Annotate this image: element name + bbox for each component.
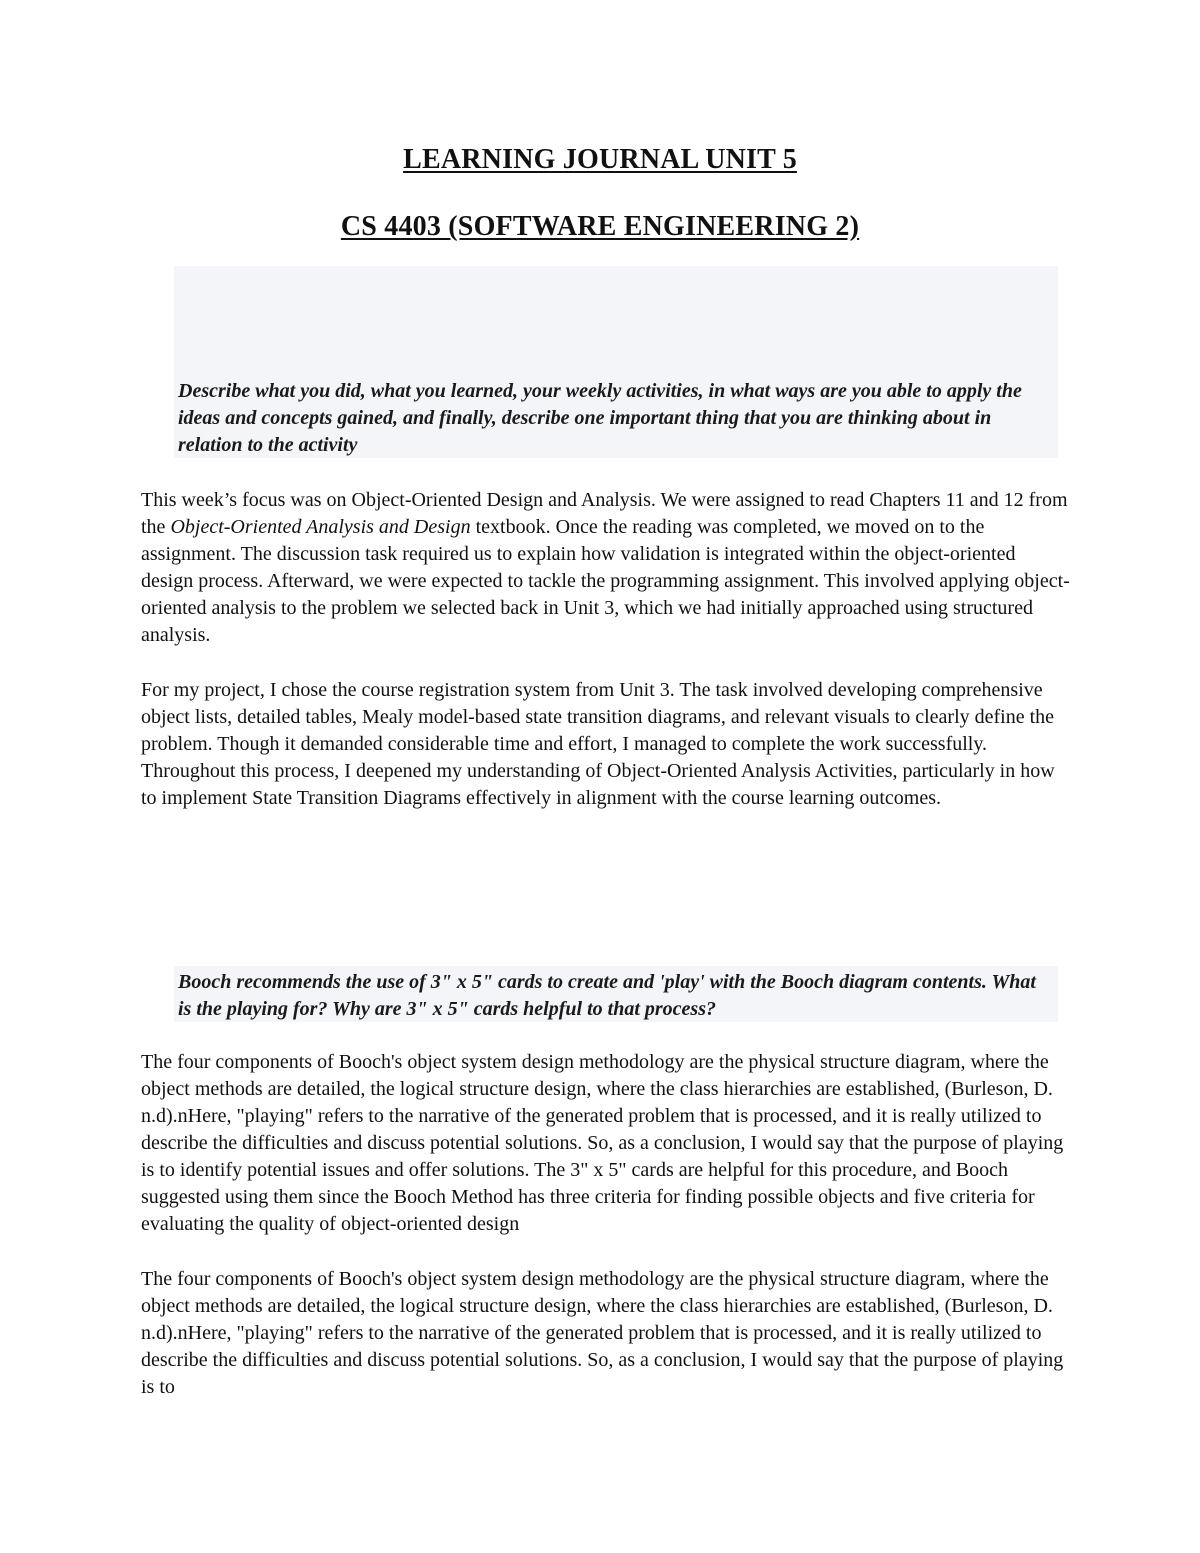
answer-paragraph-4: The four components of Booch's object system design methodology are the physical structure diagram, where the object methods are detailed, the logical structure design, where the class hierarchies are established, (Burleson, D. n.d).nHere, "playing" refers to the narrative of the generated problem that is processed, and it is really utilized to describe the difficulties and discuss potential solutions. So, as a conclusion, I would say that the purpose of playing is to bbox=[141, 1268, 1064, 1398]
course-title: CS 4403 (SOFTWARE ENGINEERING 2) bbox=[340, 211, 860, 242]
question-prompt-1: Describe what you did, what you learned, your weekly activities, in what ways are you able to apply the ideas and concepts gained, and finally, describe one important thing that you are thinking about in relation to the activity bbox=[178, 380, 1022, 456]
book-title: Object-Oriented Analysis and Design bbox=[170, 516, 471, 538]
paragraph-text: textbook. Once the reading was completed, we moved on to the assignment. The discussion task required us to explain how validation is integrated within the object-oriented design process. Afterward, we were expected to tackle the programming assignment. This involved applying object-oriented analysis to the problem we selected back in Unit 3, which we had initially approached using structured analysis. bbox=[141, 516, 1070, 646]
answer-paragraph-2: For my project, I chose the course registration system from Unit 3. The task involved developing comprehensive object lists, detailed tables, Mealy model-based state transition diagrams, and relevant visuals to clearly define the problem. Though it demanded considerable time and effort, I managed to complete the work successfully. Throughout this process, I deepened my understanding of Object-Oriented Analysis Activities, particularly in how to implement State Transition Diagrams effectively in alignment with the course learning outcomes. bbox=[141, 679, 1055, 809]
question-box-2 bbox=[174, 966, 1058, 1022]
paragraph-text: This week’s focus was on Object-Oriented Design and Analysis. We were assigned to read Chapters 11 and 12 from the bbox=[141, 489, 1068, 538]
answer-paragraph-3: The four components of Booch's object system design methodology are the physical structure diagram, where the object methods are detailed, the logical structure design, where the class hierarchies are established, (Burleson, D. n.d).nHere, "playing" refers to the narrative of the generated problem that is processed, and it is really utilized to describe the difficulties and discuss potential solutions. So, as a conclusion, I would say that the purpose of playing is to identify potential issues and offer solutions. The 3" x 5" cards are helpful for this procedure, and Booch suggested using them since the Booch Method has three criteria for finding possible objects and five criteria for evaluating the quality of object-oriented design bbox=[141, 1051, 1064, 1235]
page-title: LEARNING JOURNAL UNIT 5 bbox=[403, 144, 797, 175]
question-prompt-2: Booch recommends the use of 3" x 5" cards to create and 'play' with the Booch diagram contents. What is the playing for? Why are 3" x 5" cards helpful to that process? bbox=[178, 971, 1036, 1020]
answer-paragraph-1 bbox=[141, 487, 1071, 649]
question-box-1 bbox=[174, 266, 1058, 458]
